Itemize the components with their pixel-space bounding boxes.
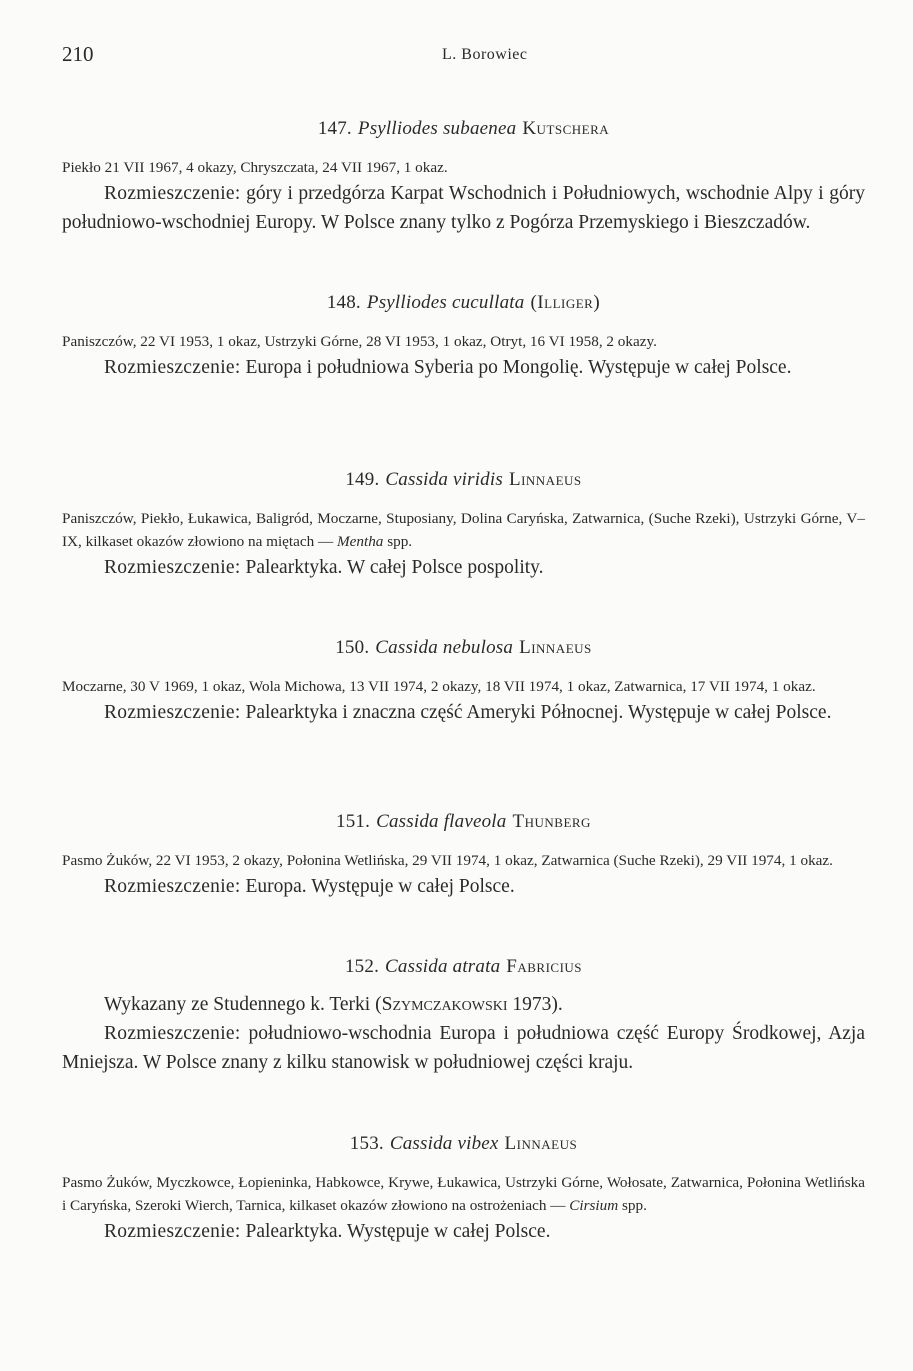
distribution-paragraph [62, 698, 865, 727]
localities-text [62, 1171, 865, 1217]
entry-number: 148. [326, 292, 361, 313]
distribution-label: Rozmieszczenie: [104, 702, 241, 723]
localities-main: Wykazany ze Studennego k. Terki ( [104, 994, 382, 1015]
plant-genus: Cirsium [569, 1197, 619, 1214]
species-heading [62, 956, 865, 978]
entry-number: 149. [345, 469, 380, 490]
distribution-text: Palearktyka i znaczna część Ameryki Północnej. Występuje w całej Polsce. [245, 702, 832, 723]
entry-number: 150. [335, 637, 370, 658]
distribution-text: Palearktyka. Występuje w całej Polsce. [245, 1221, 551, 1242]
species-author: Thunberg [512, 811, 591, 832]
distribution-text: Europa i południowa Syberia po Mongolię. Występuje w całej Polsce. [245, 357, 792, 378]
plant-genus: Mentha [336, 533, 384, 550]
species-entry-152 [62, 956, 865, 1077]
species-name: subaenea [442, 118, 517, 139]
page-number: 210 [62, 42, 94, 66]
species-entry-150 [62, 637, 865, 727]
species-heading [62, 637, 865, 659]
species-author: Linnaeus [519, 637, 592, 658]
species-heading [62, 118, 865, 140]
localities-end: 1973). [507, 994, 563, 1015]
species-author: Linnaeus [508, 469, 582, 490]
localities-text: Pasmo Żuków, 22 VI 1953, 2 okazy, Połonina Wetlińska, 29 VII 1974, 1 okaz, Zatwarnica (Suche Rzeki), 29 VII 1974, 1 okaz. [62, 852, 833, 869]
distribution-paragraph [62, 553, 865, 582]
distribution-paragraph [62, 353, 865, 382]
localities-end: spp. [618, 1197, 647, 1214]
localities-text: Paniszczów, 22 VI 1953, 1 okaz, Ustrzyki Górne, 28 VI 1953, 1 okaz, Otryt, 16 VI 1958, 2 okazy. [62, 333, 657, 350]
localities-text: Moczarne, 30 V 1969, 1 okaz, Wola Michowa, 13 VII 1974, 2 okazy, 18 VII 1974, 1 okaz, Zatwarnica, 17 VII 1974, 1 okaz. [62, 678, 816, 695]
cited-author: Szymczakowski [381, 994, 508, 1015]
distribution-text: góry i przedgórza Karpat Wschodnich i Południowych, wschodnie Alpy i góry południowo-wschodniej Europy. W Polsce znany tylko z Pogórza Przemyskiego i Bieszczadów. [62, 183, 865, 233]
page-header [62, 42, 863, 72]
distribution-text: Palearktyka. W całej Polsce pospolity. [245, 557, 544, 578]
species-heading [62, 292, 865, 314]
localities-text: Piekło 21 VII 1967, 4 okazy, Chryszczata, 24 VII 1967, 1 okaz. [62, 159, 448, 176]
species-entry-149 [62, 469, 865, 582]
species-name: nebulosa [442, 637, 514, 658]
running-head: L. Borowiec [442, 46, 528, 63]
genus-name: Cassida [375, 637, 438, 658]
distribution-paragraph [62, 872, 865, 901]
species-name: vibex [457, 1133, 499, 1154]
genus-name: Cassida [389, 1133, 453, 1154]
species-entry-147 [62, 118, 865, 237]
species-author: (Illiger) [530, 292, 601, 313]
localities-text [62, 990, 865, 1019]
entry-number: 147. [317, 118, 352, 139]
distribution-label: Rozmieszczenie: [104, 557, 241, 578]
distribution-label: Rozmieszczenie: [104, 183, 241, 204]
species-heading [62, 1133, 865, 1155]
entry-number: 152. [344, 956, 380, 977]
genus-name: Cassida [385, 956, 448, 977]
species-author: Linnaeus [504, 1133, 578, 1154]
genus-name: Cassida [385, 469, 449, 490]
localities-text [62, 507, 865, 553]
genus-name: Psylliodes [366, 292, 447, 313]
species-entry-151 [62, 811, 865, 901]
distribution-text: Europa. Występuje w całej Polsce. [245, 876, 515, 897]
species-heading [62, 469, 865, 491]
distribution-paragraph [62, 1217, 865, 1246]
species-name: cucullata [451, 292, 525, 313]
distribution-label: Rozmieszczenie: [104, 1221, 241, 1242]
species-author: Kutschera [522, 118, 610, 139]
distribution-label: Rozmieszczenie: [104, 876, 241, 897]
distribution-paragraph [62, 179, 865, 237]
entry-number: 153. [349, 1133, 384, 1154]
localities-end: spp. [383, 533, 413, 550]
distribution-label: Rozmieszczenie: [104, 1023, 241, 1044]
distribution-text: południowo-wschodnia Europa i południowa część Europy Środkowej, Azja Mniejsza. W Polsce znany z kilku stanowisk w południowej części kraju. [62, 1023, 866, 1073]
species-entry-148 [62, 292, 865, 382]
species-entry-153 [62, 1133, 865, 1246]
species-heading [62, 811, 865, 833]
localities-main: Paniszczów, Piekło, Łukawica, Baligród, Moczarne, Stuposiany, Dolina Caryńska, Zatwarnica, (Suche Rzeki), Ustrzyki Górne, V–IX, kilkaset okazów złowiono na miętach — [62, 510, 865, 550]
localities-main: Pasmo Żuków, Myczkowce, Łopieninka, Habkowce, Krywe, Łukawica, Ustrzyki Górne, Wołosate, Zatwarnica, Połonina Wetlińska i Caryńska, Szeroki Wierch, Tarnica, kilkaset okazów złowiono na ostrożeniach — [62, 1174, 865, 1214]
species-name: viridis [453, 469, 503, 490]
genus-name: Psylliodes [357, 118, 438, 139]
distribution-label: Rozmieszczenie: [104, 357, 241, 378]
species-author: Fabricius [506, 956, 583, 977]
entry-number: 151. [336, 811, 371, 832]
distribution-paragraph [62, 1019, 865, 1077]
genus-name: Cassida [376, 811, 439, 832]
species-name: flaveola [443, 811, 507, 832]
species-name: atrata [452, 956, 501, 977]
